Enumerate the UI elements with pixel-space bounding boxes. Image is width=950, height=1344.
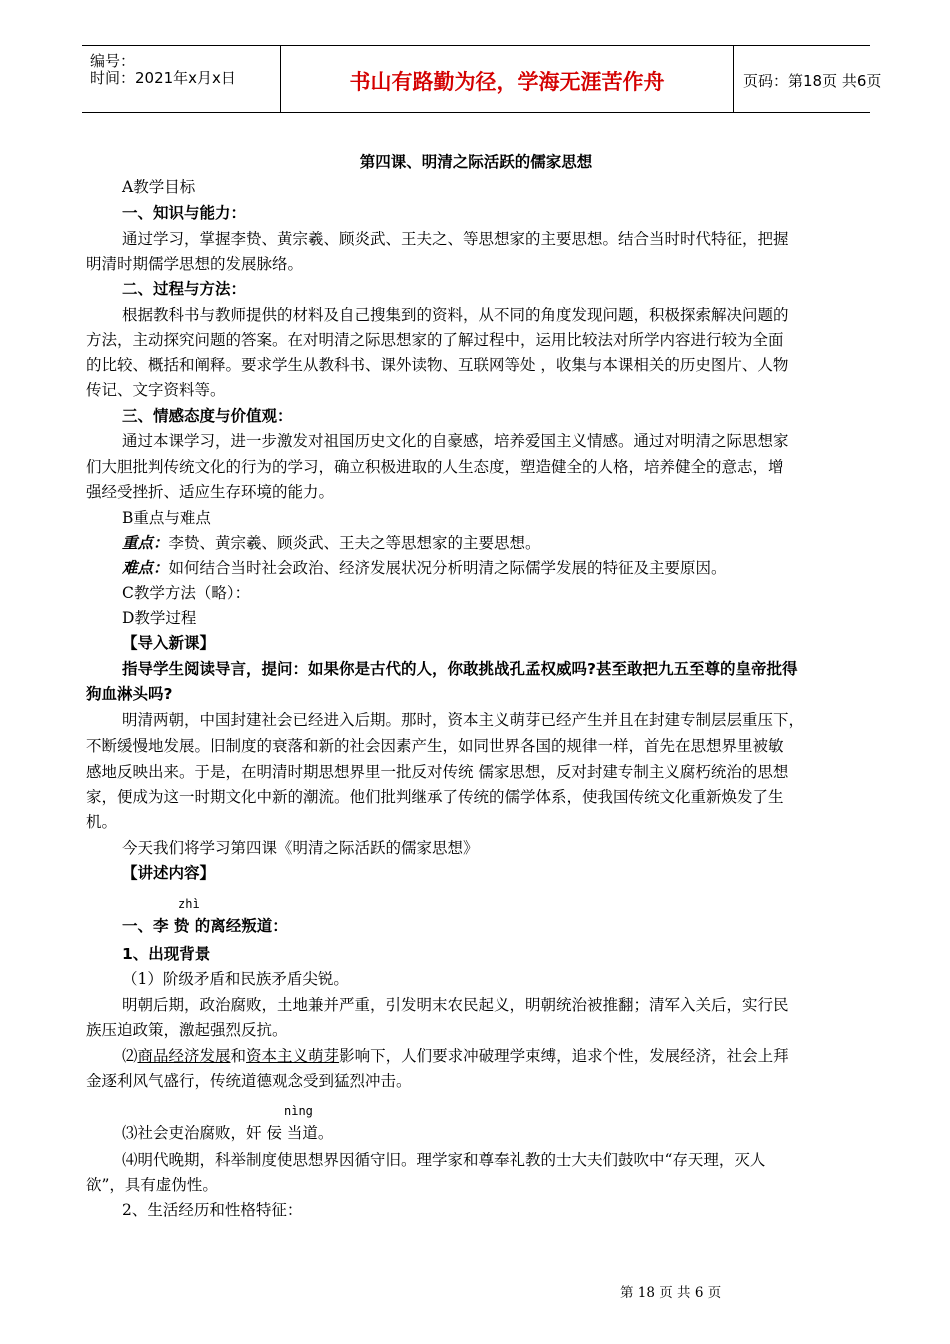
process-line-4: 传记、文字资料等。 <box>86 381 226 399</box>
key-label: 重点： <box>122 533 169 552</box>
page-title: 第四课、明清之际活跃的儒家思想 <box>359 153 593 171</box>
time-label: 时间：2021年x月x日 <box>90 69 236 87</box>
question-line-1: 指导学生阅读导言，提问：如果你是古代的人，你敢挑战孔孟权威吗?甚至敢把九五至尊的皇帝批得 <box>122 660 798 678</box>
knowledge-line-2: 明清时期儒学思想的发展脉络。 <box>86 255 304 273</box>
process-line-3: 的比较、概括和阐释。要求学生从教科书、课外读物、互联网等处 ，收集与本课相关的历史图片、人物 <box>86 356 789 374</box>
difficult-label: 难点： <box>122 558 169 577</box>
bg2-underline-1: 商品经济发展 <box>137 1047 231 1065</box>
emotion-line-2: 们大胆批判传统文化的行为的学习，确立积极进取的人生态度，塑造健全的人格，培养健全的意志，增 <box>86 458 784 476</box>
section-c-heading: C教学方法（略）： <box>122 584 251 602</box>
key-text: 李贽、黄宗羲、顾炎武、王夫之等思想家的主要思想。 <box>168 534 541 552</box>
intro-line-1: 明清两朝，中国封建社会已经进入后期。那时，资本主义萌芽已经产生并且在封建专制层层重压下， <box>122 711 805 729</box>
bg3-line: ⑶社会吏治腐败，奸 佞 当道。 <box>122 1124 334 1142</box>
difficult-point-line <box>122 556 727 578</box>
header-table <box>82 45 882 113</box>
header-right-cell <box>733 46 882 112</box>
intro-line-5: 机。 <box>86 813 118 831</box>
today-line: 今天我们将学习第四课《明清之际活跃的儒家思想》 <box>122 839 479 857</box>
emotion-line-1: 通过本课学习，进一步激发对祖国历史文化的自豪感，培养爱国主义情感。通过对明清之际思想家 <box>122 432 789 450</box>
bg2-line-1 <box>122 1044 789 1066</box>
life-heading: 2、生活经历和性格特征： <box>122 1201 303 1219</box>
section-d-heading: D教学过程 <box>122 609 197 627</box>
process-heading: 二、过程与方法： <box>122 280 247 298</box>
page-code: 页码：第18页 共6页 <box>743 72 882 90</box>
number-label: 编号： <box>90 52 136 70</box>
key-point-line <box>122 531 541 553</box>
bg1-line-2: 族压迫政策，激起强烈反抗。 <box>86 1021 288 1039</box>
bg2-mid: 和 <box>230 1047 247 1065</box>
section-a-heading: A教学目标 <box>122 178 196 196</box>
emotion-line-3: 强经受挫折、适应生存环境的能力。 <box>86 483 335 501</box>
ning-pinyin: nìng <box>284 1104 313 1118</box>
intro-line-2: 不断缓慢地发展。旧制度的衰落和新的社会因素产生，如同世界各国的规律一样，首先在思想界里被敏 <box>86 737 784 755</box>
question-line-2: 狗血淋头吗? <box>86 685 173 703</box>
bg4-line-2: 欲”，具有虚伪性。 <box>86 1176 218 1194</box>
li-heading: 一、李 贽 的离经叛道： <box>122 917 288 935</box>
difficult-text: 如何结合当时社会政治、经济发展状况分析明清之际儒学发展的特征及主要原因。 <box>168 559 727 577</box>
emotion-heading: 三、情感态度与价值观： <box>122 407 293 425</box>
bg2-line-2: 金逐利风气盛行，传统道德观念受到猛烈冲击。 <box>86 1072 412 1090</box>
process-line-2: 方法，主动探究问题的答案。在对明清之际思想家的了解过程中，运用比较法对所学内容进行较为全面 <box>86 331 784 349</box>
bg4-line-1: ⑷明代晚期，科举制度使思想界因循守旧。理学家和尊奉礼教的士大夫们鼓吹中“存天理，灭人 <box>122 1151 766 1169</box>
bg2-underline-2: 资本主义萌芽 <box>246 1047 340 1065</box>
header-motto-cell <box>280 46 734 112</box>
knowledge-line-1: 通过学习，掌握李贽、黄宗羲、顾炎武、王夫之、等思想家的主要思想。结合当时时代特征，把握 <box>122 230 789 248</box>
bg1-title: （1）阶级矛盾和民族矛盾尖锐。 <box>122 970 349 988</box>
page-footer: 第 18 页 共 6 页 <box>620 1285 722 1301</box>
intro-line-4: 家，便成为这一时期文化中新的潮流。他们批判继承了传统的儒学体系，使我国传统文化重新焕发了生 <box>86 788 784 806</box>
process-line-1: 根据教科书与教师提供的材料及自己搜集到的资料，从不同的角度发现问题，积极探索解决问题的 <box>122 306 789 324</box>
li-pinyin: zhì <box>178 897 200 911</box>
lecture-heading: 【讲述内容】 <box>122 864 216 882</box>
knowledge-heading: 一、知识与能力： <box>122 204 247 222</box>
bg1-line-1: 明朝后期，政治腐败，土地兼并严重，引发明末农民起义，明朝统治被推翻；清军入关后，实行民 <box>122 996 789 1014</box>
section-b-heading: B重点与难点 <box>122 509 211 527</box>
intro-line-3: 感地反映出来。于是，在明清时期思想界里一批反对传统 儒家思想，反对封建专制主义腐朽统治的思想 <box>86 763 789 781</box>
intro-heading: 【导入新课】 <box>122 634 216 652</box>
header-left-cell <box>82 46 280 112</box>
motto: 书山有路勤为径，学海无涯苦作舟 <box>349 70 665 94</box>
bg2-prefix: ⑵ <box>122 1047 138 1065</box>
bg2-rest: 影响下，人们要求冲破理学束缚，追求个性，发展经济，社会上拜 <box>339 1047 789 1065</box>
background-heading: 1、出现背景 <box>122 945 211 963</box>
